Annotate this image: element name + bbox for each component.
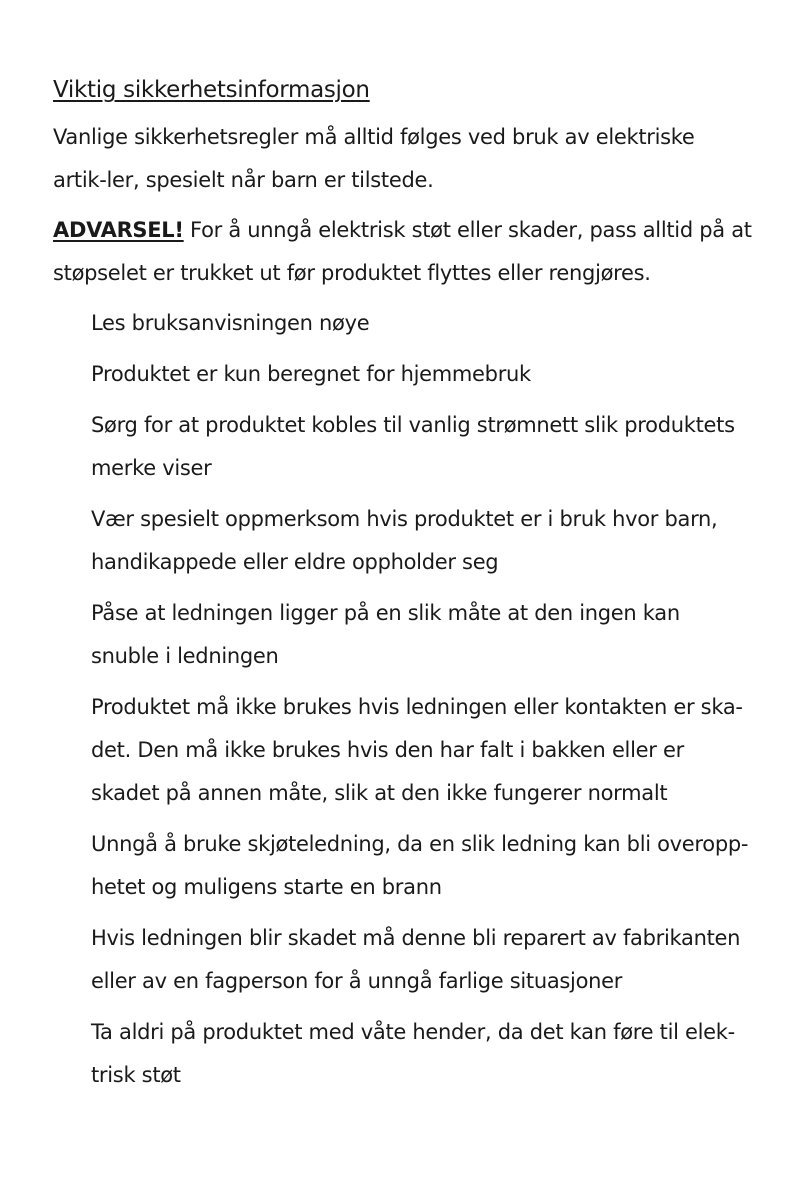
- list-item: Produktet må ikke brukes hvis ledningen eller kontakten er ska-det. Den må ikke brukes hvis den har falt i bakken eller er skadet på annen måte, slik at den ikke fungerer normalt: [91, 695, 743, 805]
- document-page: [53, 74, 753, 1105]
- section-heading: Viktig sikkerhetsinformasjon: [53, 77, 370, 103]
- list-item: Hvis ledningen blir skadet må denne bli reparert av fabrikanten eller av en fagperson for å unngå farlige situasjoner: [91, 926, 741, 993]
- warning-text: For å unngå elektrisk støt eller skader, pass alltid på at støpselet er trukket ut før produktet flyttes eller rengjøres.: [53, 218, 752, 285]
- intro-paragraph: Vanlige sikkerhetsregler må alltid følges ved bruk av elektriske artik-ler, spesielt når barn er tilstede.: [53, 125, 695, 192]
- list-item: Les bruksanvisningen nøye: [91, 311, 370, 335]
- list-item: Vær spesielt oppmerksom hvis produktet er i bruk hvor barn, handikappede eller eldre oppholder seg: [91, 507, 718, 574]
- list-item: Unngå å bruke skjøteledning, da en slik ledning kan bli overopp-hetet og muligens starte en brann: [91, 832, 749, 899]
- list-item: Sørg for at produktet kobles til vanlig strømnett slik produktets merke viser: [91, 413, 735, 480]
- warning-label: ADVARSEL!: [53, 218, 184, 242]
- warning-paragraph: [53, 209, 753, 295]
- safety-list: [53, 302, 753, 1097]
- list-item: Påse at ledningen ligger på en slik måte at den ingen kan snuble i ledningen: [91, 601, 680, 668]
- list-item: Produktet er kun beregnet for hjemmebruk: [91, 362, 531, 386]
- list-item: Ta aldri på produktet med våte hender, da det kan føre til elek-trisk støt: [91, 1020, 735, 1087]
